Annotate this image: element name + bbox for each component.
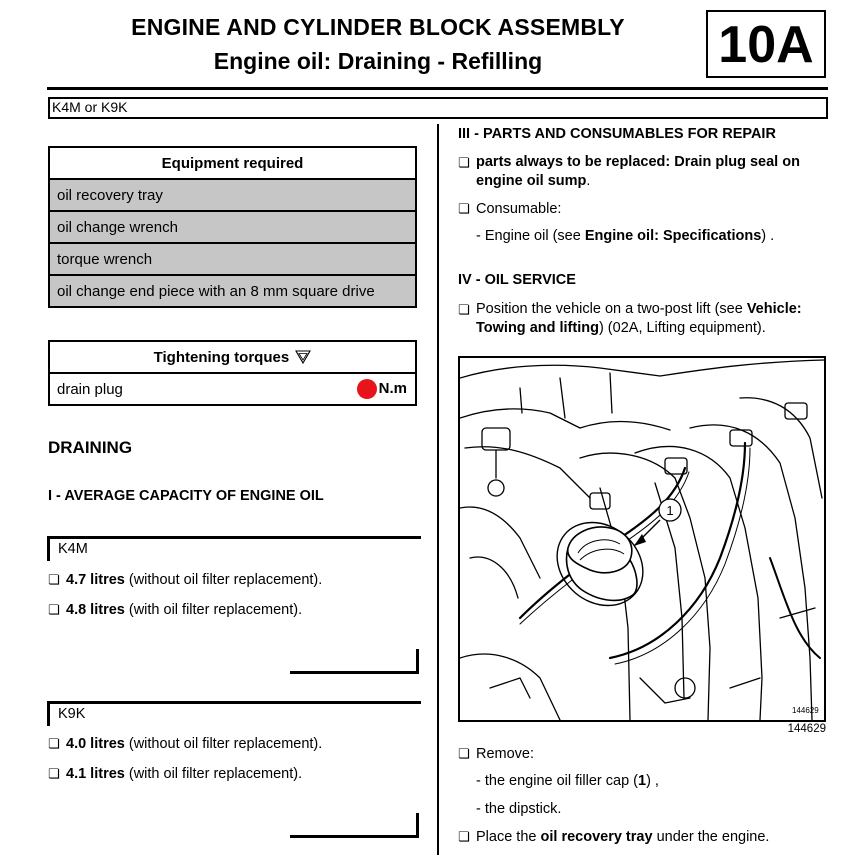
capacity-line: ❏ 4.8 litres (with oil filter replacement). [48,602,303,618]
engine-section-k9k-end [290,813,419,838]
equipment-table [48,146,417,308]
engine-illustration [458,356,826,722]
capacity-line: ❏ 4.1 litres (with oil filter replacement). [48,766,303,782]
equipment-item: oil change wrench [49,211,416,243]
engine-line-drawing [460,358,824,720]
equipment-item: oil change end piece with an 8 mm square drive [49,275,416,307]
checkbox-icon: ❏ [458,201,470,216]
callout-label: 1 [666,503,674,518]
capacity-heading: I - AVERAGE CAPACITY OF ENGINE OIL [48,488,324,504]
equipment-heading: Equipment required [49,147,416,179]
vehicle-applicability: K4M or K9K [48,97,828,119]
checkbox-icon: ❏ [48,736,60,751]
checkbox-icon: ❏ [48,766,60,781]
remove-item: ❏ Remove: [458,746,535,762]
checkbox-icon: ❏ [48,602,60,617]
document-subtitle: Engine oil: Draining - Refilling [213,48,543,74]
checkbox-icon: ❏ [458,829,470,844]
equipment-item: oil recovery tray [49,179,416,211]
torque-unit: N.m [378,379,407,397]
torque-triangle-icon [295,349,311,364]
engine-section-k9k-header: K9K [47,701,421,726]
engine-section-k4m-header: K4M [47,536,421,561]
torque-heading: Tightening torques [153,348,290,366]
capacity-line: ❏ 4.0 litres (without oil filter replacement). [48,736,323,752]
consumable-item: ❏ Consumable: [458,201,562,217]
checkbox-icon: ❏ [458,155,470,170]
remove-detail: - the dipstick. [476,801,562,817]
section-code-box: 10A [706,10,826,78]
header-rule [47,87,828,90]
torque-value-cell [320,373,416,405]
remove-detail: - the engine oil filler cap (1) , [476,773,659,789]
consumable-detail: - Engine oil (see Engine oil: Specifications) . [476,228,775,244]
parts-heading: III - PARTS AND CONSUMABLES FOR REPAIR [458,126,776,142]
torque-table [48,340,417,406]
checkbox-icon: ❏ [48,572,60,587]
torque-heading-cell [49,341,416,373]
position-vehicle-item: ❏ Position the vehicle on a two-post lift (see Vehicle: Towing and lifting) (02A, Lifting equipment). [458,301,802,336]
document-title: ENGINE AND CYLINDER BLOCK ASSEMBLY [131,14,625,40]
equipment-item: torque wrench [49,243,416,275]
torque-item: drain plug [49,373,320,405]
redacted-value-marker [357,379,377,399]
figure-inner-number: 144629 [792,706,819,715]
place-tray-item: ❏ Place the oil recovery tray under the engine. [458,829,770,845]
engine-section-k4m-end [290,649,419,674]
checkbox-icon: ❏ [458,746,470,761]
column-separator [437,124,439,855]
oil-service-heading: IV - OIL SERVICE [458,272,576,288]
capacity-line: ❏ 4.7 litres (without oil filter replacement). [48,572,323,588]
draining-heading: DRAINING [48,438,133,457]
parts-replace-item: ❏ parts always to be replaced: Drain plug seal on engine oil sump. [458,154,800,189]
figure-number: 144629 [787,723,826,735]
checkbox-icon: ❏ [458,302,470,317]
